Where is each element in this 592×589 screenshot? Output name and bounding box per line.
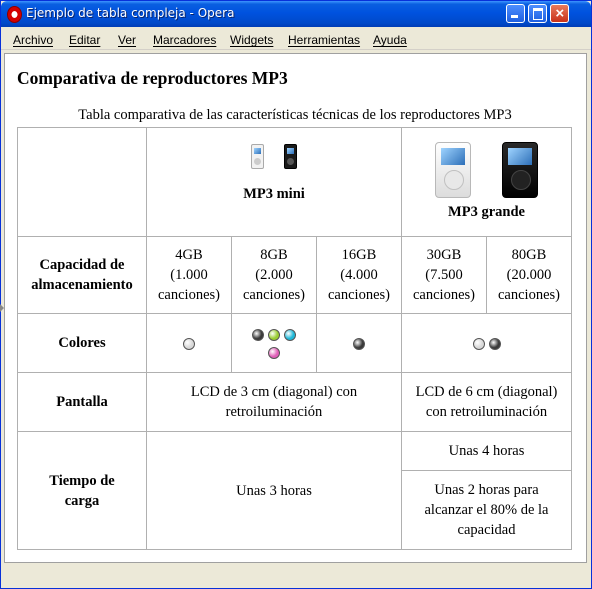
capacity-cell [487,237,572,314]
capacity-unit: canciones) [498,287,560,303]
empty-corner-cell [18,128,147,237]
mp3-grande-white-image [435,142,471,198]
capacity-size: 8GB [260,247,288,263]
mini-header [147,128,402,237]
capacity-size: 16GB [341,247,377,263]
mini-images [147,136,401,178]
grande-images [402,134,571,200]
status-bar [1,566,591,588]
capacity-songs: (2.000 [255,267,293,283]
close-button[interactable] [550,4,569,23]
color-swatch-black [353,338,365,350]
color-swatch-blue [284,329,296,341]
close-icon: × [555,5,564,22]
menu-widgets[interactable]: Widgets [230,33,274,47]
minimize-icon [507,5,524,22]
menu-ver[interactable]: Ver [118,33,137,47]
title-bar[interactable] [1,1,591,27]
charge-grande-partial-cell [402,471,572,550]
charge-mini-cell: Unas 3 horas [147,432,402,550]
menu-ayuda[interactable]: Ayuda [373,33,407,47]
charge-grande-partial-text: Unas 2 horas para alcanzar el 80% de la capacidad [424,482,549,538]
capacity-songs: (7.500 [425,267,463,283]
charge-grande-full-cell: Unas 4 horas [402,432,572,471]
comparison-table [17,127,572,550]
screen-grande-text: LCD de 6 cm (diagonal) con retroiluminación [415,384,558,420]
opera-logo-icon [7,6,22,23]
color-swatch-silver [473,338,485,350]
color-swatch-black [489,338,501,350]
page-viewport[interactable] [4,53,587,563]
minimize-button[interactable] [506,4,525,23]
capacity-cell [402,237,487,314]
capacity-songs: (20.000 [506,267,552,283]
maximize-button[interactable] [528,4,547,23]
capacity-unit: canciones) [328,287,390,303]
panel-toggle-icon[interactable] [0,304,4,312]
menu-herramientas[interactable]: Herramientas [288,33,361,47]
capacity-unit: canciones) [158,287,220,303]
capacity-size: 4GB [175,247,203,263]
row-header-capacidad: Capacidad de almacenamiento [18,237,147,314]
mini-name: MP3 mini [243,186,305,202]
capacity-songs: (1.000 [170,267,208,283]
row-header-colores: Colores [18,314,147,373]
menu-archivo[interactable]: Archivo [13,33,54,47]
colors-cell-16gb [317,314,402,373]
page-title: Comparativa de reproductores MP3 [17,68,288,88]
table-caption: Tabla comparativa de las características técnicas de los reproductores MP3 [78,107,512,123]
grande-name: MP3 grande [448,204,525,220]
mp3-mini-silver-image [251,144,264,169]
row-header-carga [18,432,147,550]
capacity-cell [232,237,317,314]
color-swatch-black [252,329,264,341]
screen-mini-text: LCD de 3 cm (diagonal) con retroiluminación [190,384,358,420]
screen-mini-cell [147,373,402,432]
colors-cell-grande [402,314,572,373]
carga-label: Tiempo de carga [49,472,115,509]
capacity-unit: canciones) [413,287,475,303]
capacity-songs: (4.000 [340,267,378,283]
menu-editar[interactable]: Editar [69,33,101,47]
color-swatch-silver [183,338,195,350]
capacity-size: 30GB [426,247,462,263]
capacity-cell [147,237,232,314]
color-swatch-pink [268,347,280,359]
window-title: Ejemplo de tabla compleja - Opera [26,6,235,20]
maximize-icon [529,5,546,22]
colors-cell-4gb [147,314,232,373]
colors-cell-8gb [232,314,317,373]
capacity-unit: canciones) [243,287,305,303]
row-header-pantalla: Pantalla [18,373,147,432]
color-swatch-green [268,329,280,341]
capacity-size: 80GB [511,247,547,263]
mp3-mini-black-image [284,144,297,169]
menu-bar [1,27,591,50]
grande-header [402,128,572,237]
menu-marcadores[interactable]: Marcadores [153,33,217,47]
mp3-grande-black-image [502,142,538,198]
screen-grande-cell [402,373,572,432]
capacity-cell [317,237,402,314]
